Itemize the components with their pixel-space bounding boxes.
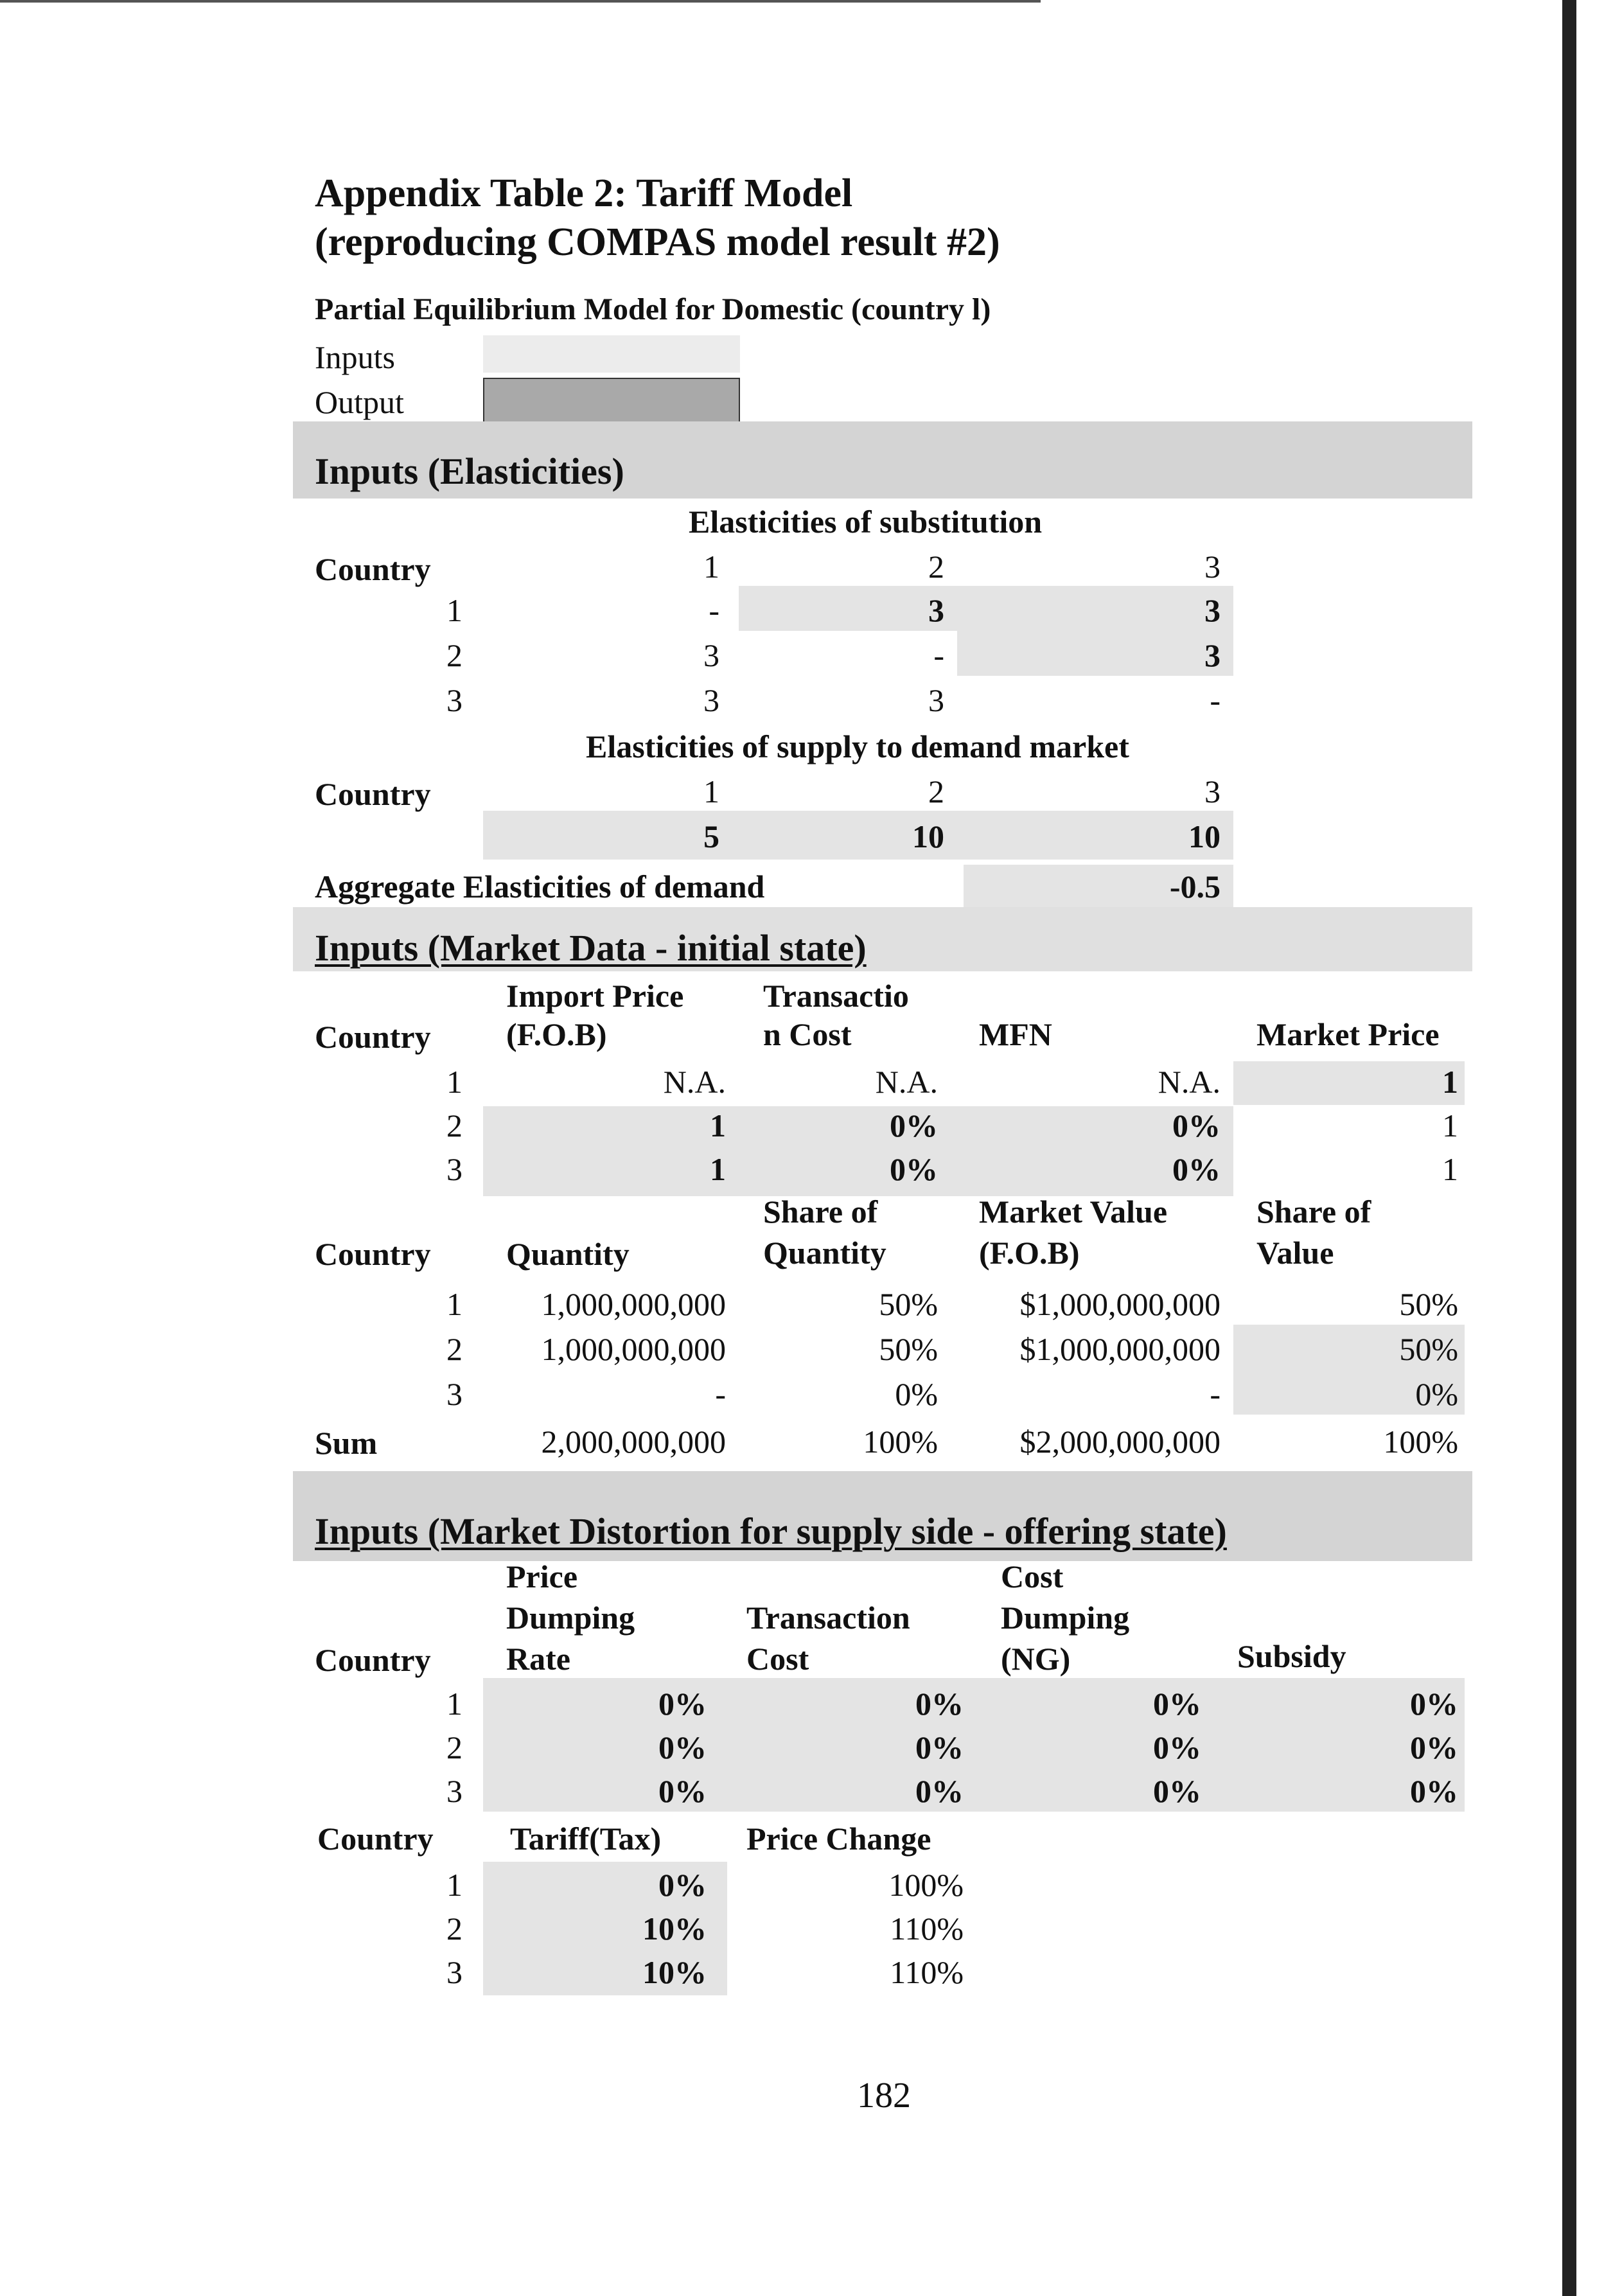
tariff-r3-price: 110% [890,1954,964,1990]
qty-r1-share-value: 50% [1399,1286,1458,1322]
supply-col-3: 3 [1204,773,1221,809]
subst-r3-c2: 3 [928,682,944,718]
tariff-r3-tariff: 10% [642,1954,707,1990]
subst-r3-c3: - [1210,682,1221,718]
market-h-mfn: MFN [979,1016,1052,1052]
tariff-row-1-country: 1 [446,1867,463,1903]
market-h-import-2: (F.O.B) [506,1016,607,1052]
qty-row-3-country: 3 [446,1376,463,1412]
dist-r1-cost: 0% [1153,1686,1201,1722]
tariff-r1-price: 100% [888,1867,964,1903]
market-r2-mfn: 0% [1172,1108,1221,1144]
legend-output-swatch [483,378,740,423]
page-edge-shadow [1562,0,1576,2296]
market-r1-mfn: N.A. [1158,1064,1221,1100]
dist-row-2-country: 2 [446,1729,463,1765]
dist-r3-trans: 0% [915,1773,964,1809]
market-r1-price: 1 [1442,1064,1458,1100]
tariff-row-3-country: 3 [446,1954,463,1990]
supply-value-2: 10 [912,818,944,854]
dist-h-cost-1: Cost [1001,1559,1064,1594]
subst-r2-c2: - [933,637,944,673]
market-h-trans-2: n Cost [763,1016,852,1052]
subst-r1-c3: 3 [1204,592,1221,628]
market-h-market-price: Market Price [1256,1016,1440,1052]
supply-title: Elasticities of supply to demand market [586,729,1129,764]
qty-r1-quantity: 1,000,000,000 [541,1286,726,1322]
sum-share: 100% [863,1424,938,1460]
sum-value: $2,000,000,000 [1019,1424,1221,1460]
market-h2-mvalue-1: Market Value [979,1194,1168,1230]
qty-row-2-country: 2 [446,1331,463,1367]
market-r3-mfn: 0% [1172,1151,1221,1187]
market-h2-share-v-1: Share of [1256,1194,1371,1230]
dist-row-1-country: 1 [446,1686,463,1722]
qty-r3-value: - [1210,1376,1221,1412]
dist-h-trans-2: Cost [746,1641,809,1677]
legend-inputs-label: Inputs [315,339,395,375]
legend-output-label: Output [315,384,404,420]
qty-r2-quantity: 1,000,000,000 [541,1331,726,1367]
sum-share-value: 100% [1383,1424,1458,1460]
qty-r2-share: 50% [879,1331,938,1367]
qty-r3-share: 0% [895,1376,938,1412]
sum-quantity: 2,000,000,000 [541,1424,726,1460]
qty-r2-value: $1,000,000,000 [1019,1331,1221,1367]
dist-h-cost-3: (NG) [1001,1641,1071,1677]
market-h2-share-q-2: Quantity [763,1235,886,1271]
subst-row-3-country: 3 [446,682,463,718]
legend-inputs-swatch [483,335,740,373]
qty-row-1-country: 1 [446,1286,463,1322]
tariff-r2-tariff: 10% [642,1911,707,1947]
qty-r3-share-value: 0% [1415,1376,1458,1412]
subst-row-2-country: 2 [446,637,463,673]
supply-value-1: 5 [703,818,719,854]
market-h2-share-v-2: Value [1256,1235,1334,1271]
market-h2-share-q-1: Share of [763,1194,878,1230]
market-r3-import: 1 [710,1151,726,1187]
section-heading-market: Inputs (Market Data - initial state) [315,927,867,969]
dist-r3-subsidy: 0% [1410,1773,1458,1809]
subst-col-2: 2 [928,549,944,585]
supply-country-header: Country [315,776,431,812]
tariff-h-country: Country [317,1821,434,1857]
dist-h-dump-3: Rate [506,1641,570,1677]
supply-col-2: 2 [928,773,944,809]
subst-r2-c1: 3 [703,637,719,673]
dist-r1-dump: 0% [658,1686,707,1722]
subst-row-1-country: 1 [446,592,463,628]
subst-col-3: 3 [1204,549,1221,585]
aggregate-demand-label: Aggregate Elasticities of demand [315,869,765,905]
market-row-1-country: 1 [446,1064,463,1100]
dist-h-dump-2: Dumping [506,1600,635,1636]
dist-r3-cost: 0% [1153,1773,1201,1809]
supply-input-cells [483,811,1233,860]
model-subtitle: Partial Equilibrium Model for Domestic (country l) [315,292,991,326]
dist-h-cost-2: Dumping [1001,1600,1130,1636]
tariff-h-price-change: Price Change [746,1821,931,1857]
qty-r1-share: 50% [879,1286,938,1322]
market-h-country: Country [315,1019,431,1055]
page-title-line2: (reproducing COMPAS model result #2) [315,220,1000,264]
subst-r1-c2: 3 [928,592,944,628]
market-r2-trans: 0% [890,1108,938,1144]
market-r2-import: 1 [710,1108,726,1144]
subst-r3-c1: 3 [703,682,719,718]
tariff-r2-price: 110% [890,1911,964,1947]
dist-r2-cost: 0% [1153,1729,1201,1765]
qty-r3-quantity: - [715,1376,726,1412]
dist-r2-dump: 0% [658,1729,707,1765]
dist-row-3-country: 3 [446,1773,463,1809]
tariff-r1-tariff: 0% [658,1867,707,1903]
dist-r1-subsidy: 0% [1410,1686,1458,1722]
sum-label: Sum [315,1425,378,1461]
market-h2-country: Country [315,1236,431,1272]
dist-r1-trans: 0% [915,1686,964,1722]
market-h-import-1: Import Price [506,978,684,1014]
subst-r1-c1: - [709,592,719,628]
qty-r1-value: $1,000,000,000 [1019,1286,1221,1322]
dist-h-country: Country [315,1642,431,1678]
section-heading-elasticities: Inputs (Elasticities) [315,450,624,492]
dist-h-subsidy: Subsidy [1237,1638,1346,1674]
section-heading-distortion: Inputs (Market Distortion for supply side - offering state) [315,1510,1227,1552]
qty-r2-share-value: 50% [1399,1331,1458,1367]
aggregate-demand-value: -0.5 [1169,869,1221,905]
market-r1-trans: N.A. [875,1064,938,1100]
top-edge-line [0,0,1041,3]
market-row-3-country: 3 [446,1151,463,1187]
dist-r2-subsidy: 0% [1410,1729,1458,1765]
subst-country-header: Country [315,551,431,587]
subst-r2-c3: 3 [1204,637,1221,673]
supply-col-1: 1 [703,773,719,809]
market-r3-trans: 0% [890,1151,938,1187]
dist-h-trans-1: Transaction [746,1600,910,1636]
supply-value-3: 10 [1188,818,1221,854]
page-title-line1: Appendix Table 2: Tariff Model [315,172,853,215]
market-r3-price: 1 [1442,1151,1458,1187]
market-r2-price: 1 [1442,1108,1458,1144]
market-h-trans-1: Transactio [763,978,909,1014]
dist-h-dump-1: Price [506,1559,578,1594]
market-row-2-country: 2 [446,1108,463,1144]
market-h2-quantity: Quantity [506,1236,630,1272]
page-number: 182 [857,2076,911,2115]
market-r1-import: N.A. [663,1064,726,1100]
tariff-row-2-country: 2 [446,1911,463,1947]
substitution-title: Elasticities of substitution [689,504,1043,540]
tariff-h-tariff: Tariff(Tax) [510,1821,662,1857]
subst-col-1: 1 [703,549,719,585]
market-h2-mvalue-2: (F.O.B) [979,1235,1080,1271]
dist-r2-trans: 0% [915,1729,964,1765]
dist-r3-dump: 0% [658,1773,707,1809]
